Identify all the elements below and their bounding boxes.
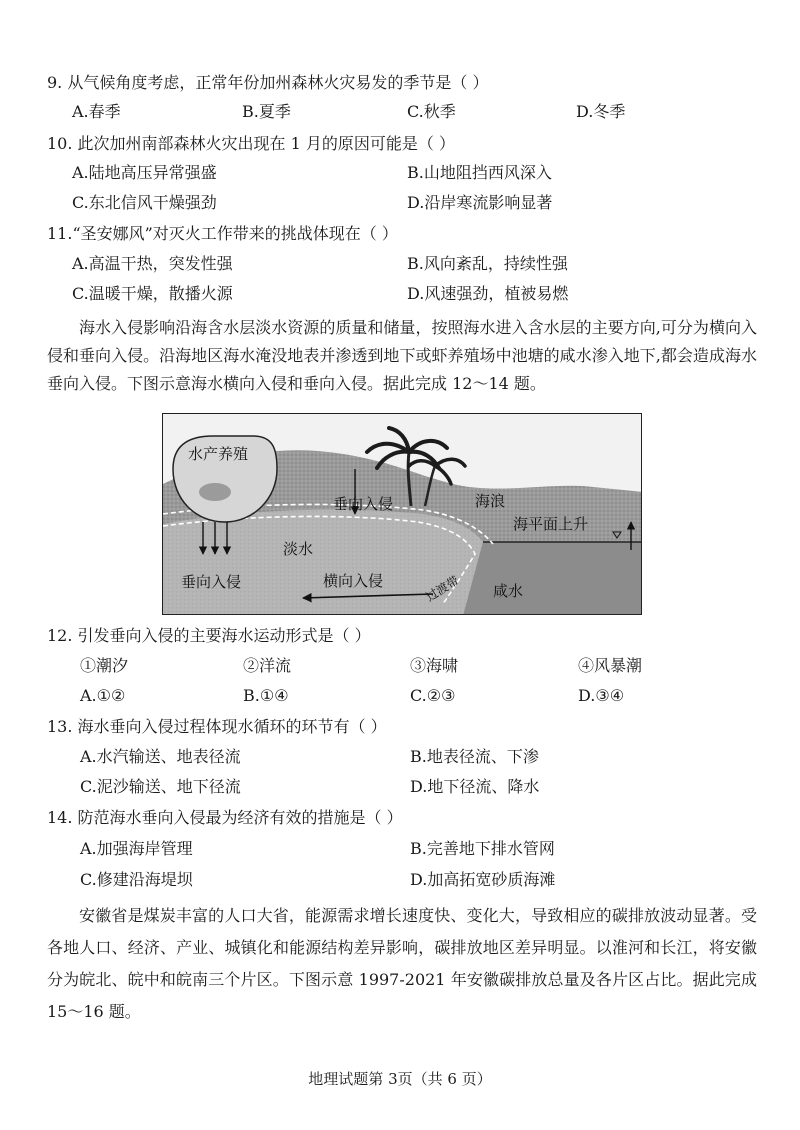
q10-option-a: A.陆地高压异常强盛 xyxy=(72,163,217,182)
label-salt-water: 咸水 xyxy=(493,582,524,600)
page-footer: 地理试题第 3页（共 6 页） xyxy=(308,1070,492,1088)
label-fresh-water: 淡水 xyxy=(283,540,314,558)
q9-option-c: C.秋季 xyxy=(407,102,456,121)
q14-option-b: B.完善地下排水管网 xyxy=(410,839,555,858)
passage-seawater-intrusion xyxy=(47,314,757,398)
q10-option-d: D.沿岸寒流影响显著 xyxy=(407,193,553,212)
q12-item-3: ③海啸 xyxy=(410,656,459,675)
q12-item-1: ①潮汐 xyxy=(80,656,129,675)
label-sea-level-rise: 海平面上升 xyxy=(513,515,589,533)
question-10-stem: 10. 此次加州南部森林火灾出现在 1 月的原因可能是（ ） xyxy=(47,134,455,153)
q12-item-4: ④风暴潮 xyxy=(578,656,643,675)
q12-option-c: C.②③ xyxy=(410,686,456,705)
q13-option-c: C.泥沙输送、地下径流 xyxy=(80,777,241,796)
question-13-stem: 13. 海水垂向入侵过程体现水循环的环节有（ ） xyxy=(47,717,387,736)
label-vertical-bottom: 垂向入侵 xyxy=(181,573,242,591)
q12-item-2: ②洋流 xyxy=(243,656,292,675)
passage-1-text: 海水入侵影响沿海含水层淡水资源的质量和储量，按照海水进入含水层的主要方向,可分为横向入侵和垂向入侵。沿海地区海水淹没地表并渗透到地下或虾养殖场中池塘的咸水渗入地下,都会造成海水垂向入侵。下图示意海水横向入侵和垂向入侵。据此完成 12～14 题。 xyxy=(47,318,757,393)
q14-option-a: A.加强海岸管理 xyxy=(80,839,193,858)
q13-option-d: D.地下径流、降水 xyxy=(410,777,540,796)
seawater-zone xyxy=(463,542,642,615)
q10-option-c: C.东北信风干燥强劲 xyxy=(72,193,217,212)
passage-anhui-carbon xyxy=(47,900,757,1028)
label-vertical-top: 垂向入侵 xyxy=(333,495,394,513)
q11-option-c: C.温暖干燥，散播火源 xyxy=(72,284,233,303)
q11-option-d: D.风速强劲，植被易燃 xyxy=(407,284,569,303)
q12-option-a: A.①② xyxy=(80,686,126,705)
label-aquaculture: 水产养殖 xyxy=(188,445,249,463)
q11-option-b: B.风向紊乱，持续性强 xyxy=(407,254,568,273)
q11-option-a: A.高温干热，突发性强 xyxy=(72,254,233,273)
q13-option-b: B.地表径流、下渗 xyxy=(410,747,539,766)
question-9-stem: 9. 从气候角度考虑，正常年份加州森林火灾易发的季节是（ ） xyxy=(47,73,489,92)
seawater-intrusion-diagram xyxy=(162,413,642,615)
q12-option-b: B.①④ xyxy=(243,686,289,705)
label-transition-band: 过渡带 xyxy=(423,573,462,605)
shrimp-icon xyxy=(199,483,231,501)
q14-option-d: D.加高拓宽砂质海滩 xyxy=(410,870,556,889)
label-waves: 海浪 xyxy=(475,492,506,510)
question-14-stem: 14. 防范海水垂向入侵最为经济有效的措施是（ ） xyxy=(47,808,403,827)
q9-option-d: D.冬季 xyxy=(576,102,626,121)
q9-option-a: A.春季 xyxy=(72,102,121,121)
q13-option-a: A.水汽输送、地表径流 xyxy=(80,747,241,766)
q10-option-b: B.山地阻挡西风深入 xyxy=(407,163,552,182)
label-lateral: 横向入侵 xyxy=(323,572,384,590)
question-12-stem: 12. 引发垂向入侵的主要海水运动形式是（ ） xyxy=(47,626,371,645)
question-11-stem: 11.“圣安娜风”对灭火工作带来的挑战体现在（ ） xyxy=(47,224,398,243)
q14-option-c: C.修建沿海堤坝 xyxy=(80,870,193,889)
q12-option-d: D.③④ xyxy=(578,686,625,705)
passage-2-text: 安徽省是煤炭丰富的人口大省，能源需求增长速度快、变化大，导致相应的碳排放波动显著。受各地人口、经济、产业、城镇化和能源结构差异影响，碳排放地区差异明显。以淮河和长江，将安徽分为皖北、皖中和皖南三个片区。下图示意 1997-2021 年安徽碳排放总量及各片区占比。据此完成 15～16 题。 xyxy=(47,906,757,1021)
q9-option-b: B.夏季 xyxy=(242,102,291,121)
